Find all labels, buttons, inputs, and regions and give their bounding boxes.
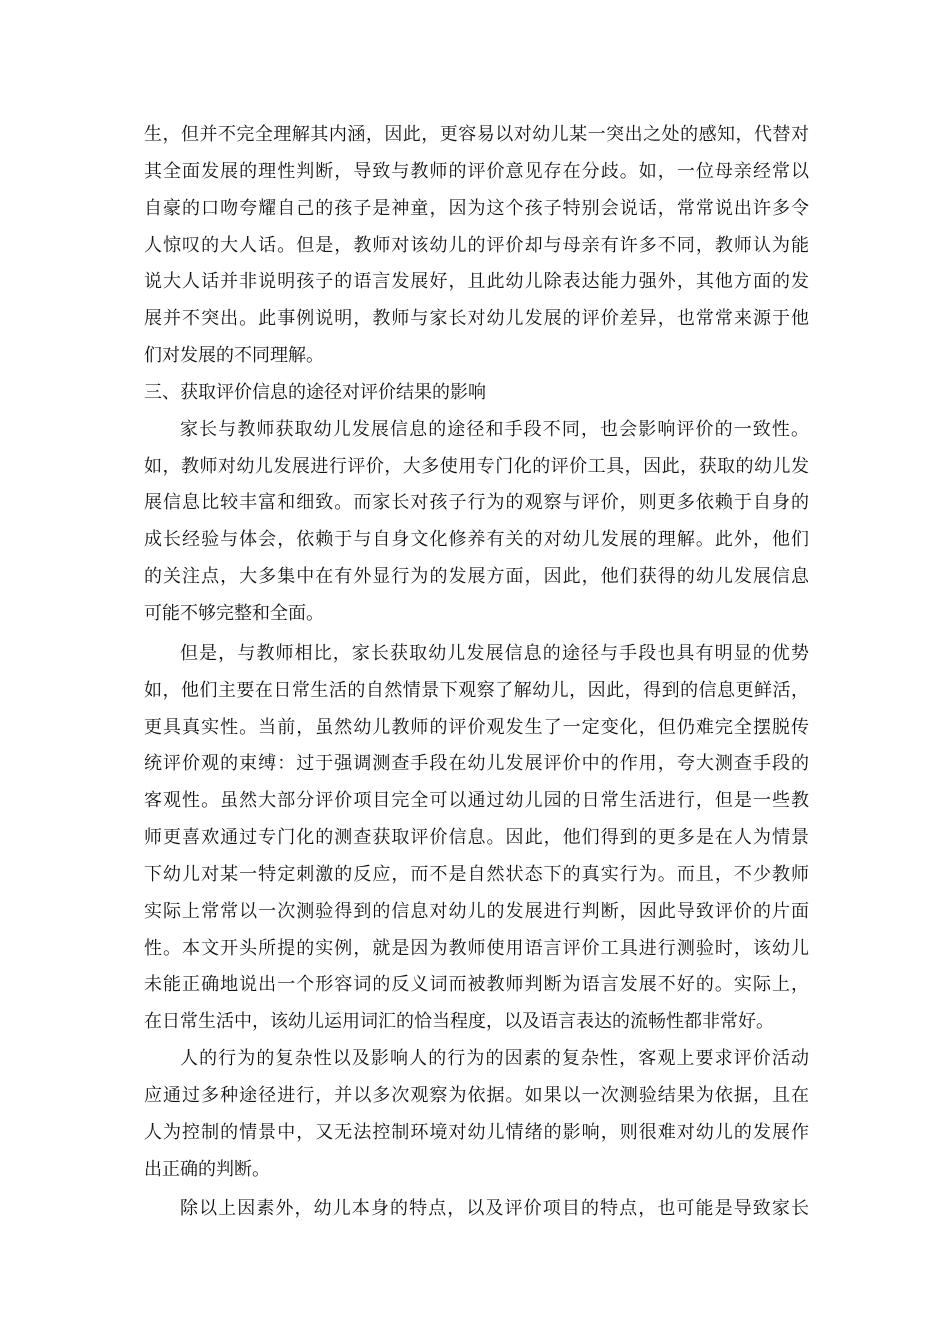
text-line: 说大人话并非说明孩子的语言发展好，且此幼儿除表达能力强外，其他方面的发 (144, 271, 809, 293)
paragraph-behavior-complexity (144, 1041, 809, 1188)
text-line: 家长与教师获取幼儿发展信息的途径和手段不同，也会影响评价的一致性。 (180, 418, 809, 440)
text-line: 未能正确地说出一个形容词的反义词而被教师判断为语言发展不好的。实际上， (144, 974, 809, 996)
text-line: 人的行为的复杂性以及影响人的行为的因素的复杂性，客观上要求评价活动 (180, 1048, 809, 1070)
text-line: 如，教师对幼儿发展进行评价，大多使用专门化的评价工具，因此，获取的幼儿发 (144, 455, 809, 477)
text-line: 成长经验与体会，依赖于与自身文化修养有关的对幼儿发展的理解。此外，他们 (144, 529, 809, 551)
text-line: 在日常生活中，该幼儿运用词汇的恰当程度，以及语言表达的流畅性都非常好。 (144, 1011, 774, 1033)
paragraph-parent-understanding (144, 117, 809, 375)
paragraph-other-factors (144, 1191, 809, 1228)
text-line: 生，但并不完全理解其内涵，因此，更容易以对幼儿某一突出之处的感知，代替对 (144, 124, 809, 145)
text-line: 更具真实性。当前，虽然幼儿教师的评价观发生了一定变化，但仍难完全摆脱传 (144, 716, 809, 738)
text-line: 师更喜欢通过专门化的测查获取评价信息。因此，他们得到的更多是在人为情景 (144, 827, 809, 849)
text-line: 其全面发展的理性判断，导致与教师的评价意见存在分歧。如，一位母亲经常以 (144, 160, 809, 182)
text-line: 们对发展的不同理解。 (144, 345, 324, 367)
text-line: 客观性。虽然大部分评价项目完全可以通过幼儿园的日常生活进行，但是一些教 (144, 790, 809, 812)
text-line: 应通过多种途径进行，并以多次观察为依据。如果以一次测验结果为依据，且在 (144, 1084, 809, 1106)
paragraph-parent-advantage (144, 636, 809, 1041)
document-body (144, 117, 809, 1228)
text-line: 的关注点，大多集中在有外显行为的发展方面，因此，他们获得的幼儿发展信息 (144, 566, 809, 588)
text-line: 性。本文开头所提的实例，就是因为教师使用语言评价工具进行测验时，该幼儿 (144, 937, 809, 959)
text-line: 人惊叹的大人话。但是，教师对该幼儿的评价却与母亲有许多不同，教师认为能 (144, 234, 809, 256)
text-line: 可能不够完整和全面。 (144, 602, 324, 624)
text-line: 展信息比较丰富和细致。而家长对孩子行为的观察与评价，则更多依赖于自身的 (144, 492, 809, 514)
text-line: 如，他们主要在日常生活的自然情景下观察了解幼儿，因此，得到的信息更鲜活， (144, 679, 809, 701)
text-line: 自豪的口吻夸耀自己的孩子是神童，因为这个孩子特别会说话，常常说出许多令 (144, 197, 809, 219)
paragraph-information-channels (144, 412, 809, 633)
text-line: 人为控制的情景中，又无法控制环境对幼儿情绪的影响，则很难对幼儿的发展作 (144, 1121, 809, 1143)
text-line: 除以上因素外，幼儿本身的特点，以及评价项目的特点，也可能是导致家长 (180, 1198, 809, 1220)
text-line: 下幼儿对某一特定刺激的反应，而不是自然状态下的真实行为。而且，不少教师 (144, 863, 809, 885)
text-line: 展并不突出。此事例说明，教师与家长对幼儿发展的评价差异，也常常来源于他 (144, 308, 809, 330)
text-line: 统评价观的束缚：过于强调测查手段在幼儿发展评价中的作用，夸大测查手段的 (144, 753, 809, 775)
text-line: 出正确的判断。 (144, 1158, 270, 1180)
text-line: 实际上常常以一次测验得到的信息对幼儿的发展进行判断，因此导致评价的片面 (144, 900, 809, 922)
text-line: 但是，与教师相比，家长获取幼儿发展信息的途径与手段也具有明显的优势 (180, 642, 809, 664)
section-heading: 三、获取评价信息的途径对评价结果的影响 (144, 381, 486, 403)
